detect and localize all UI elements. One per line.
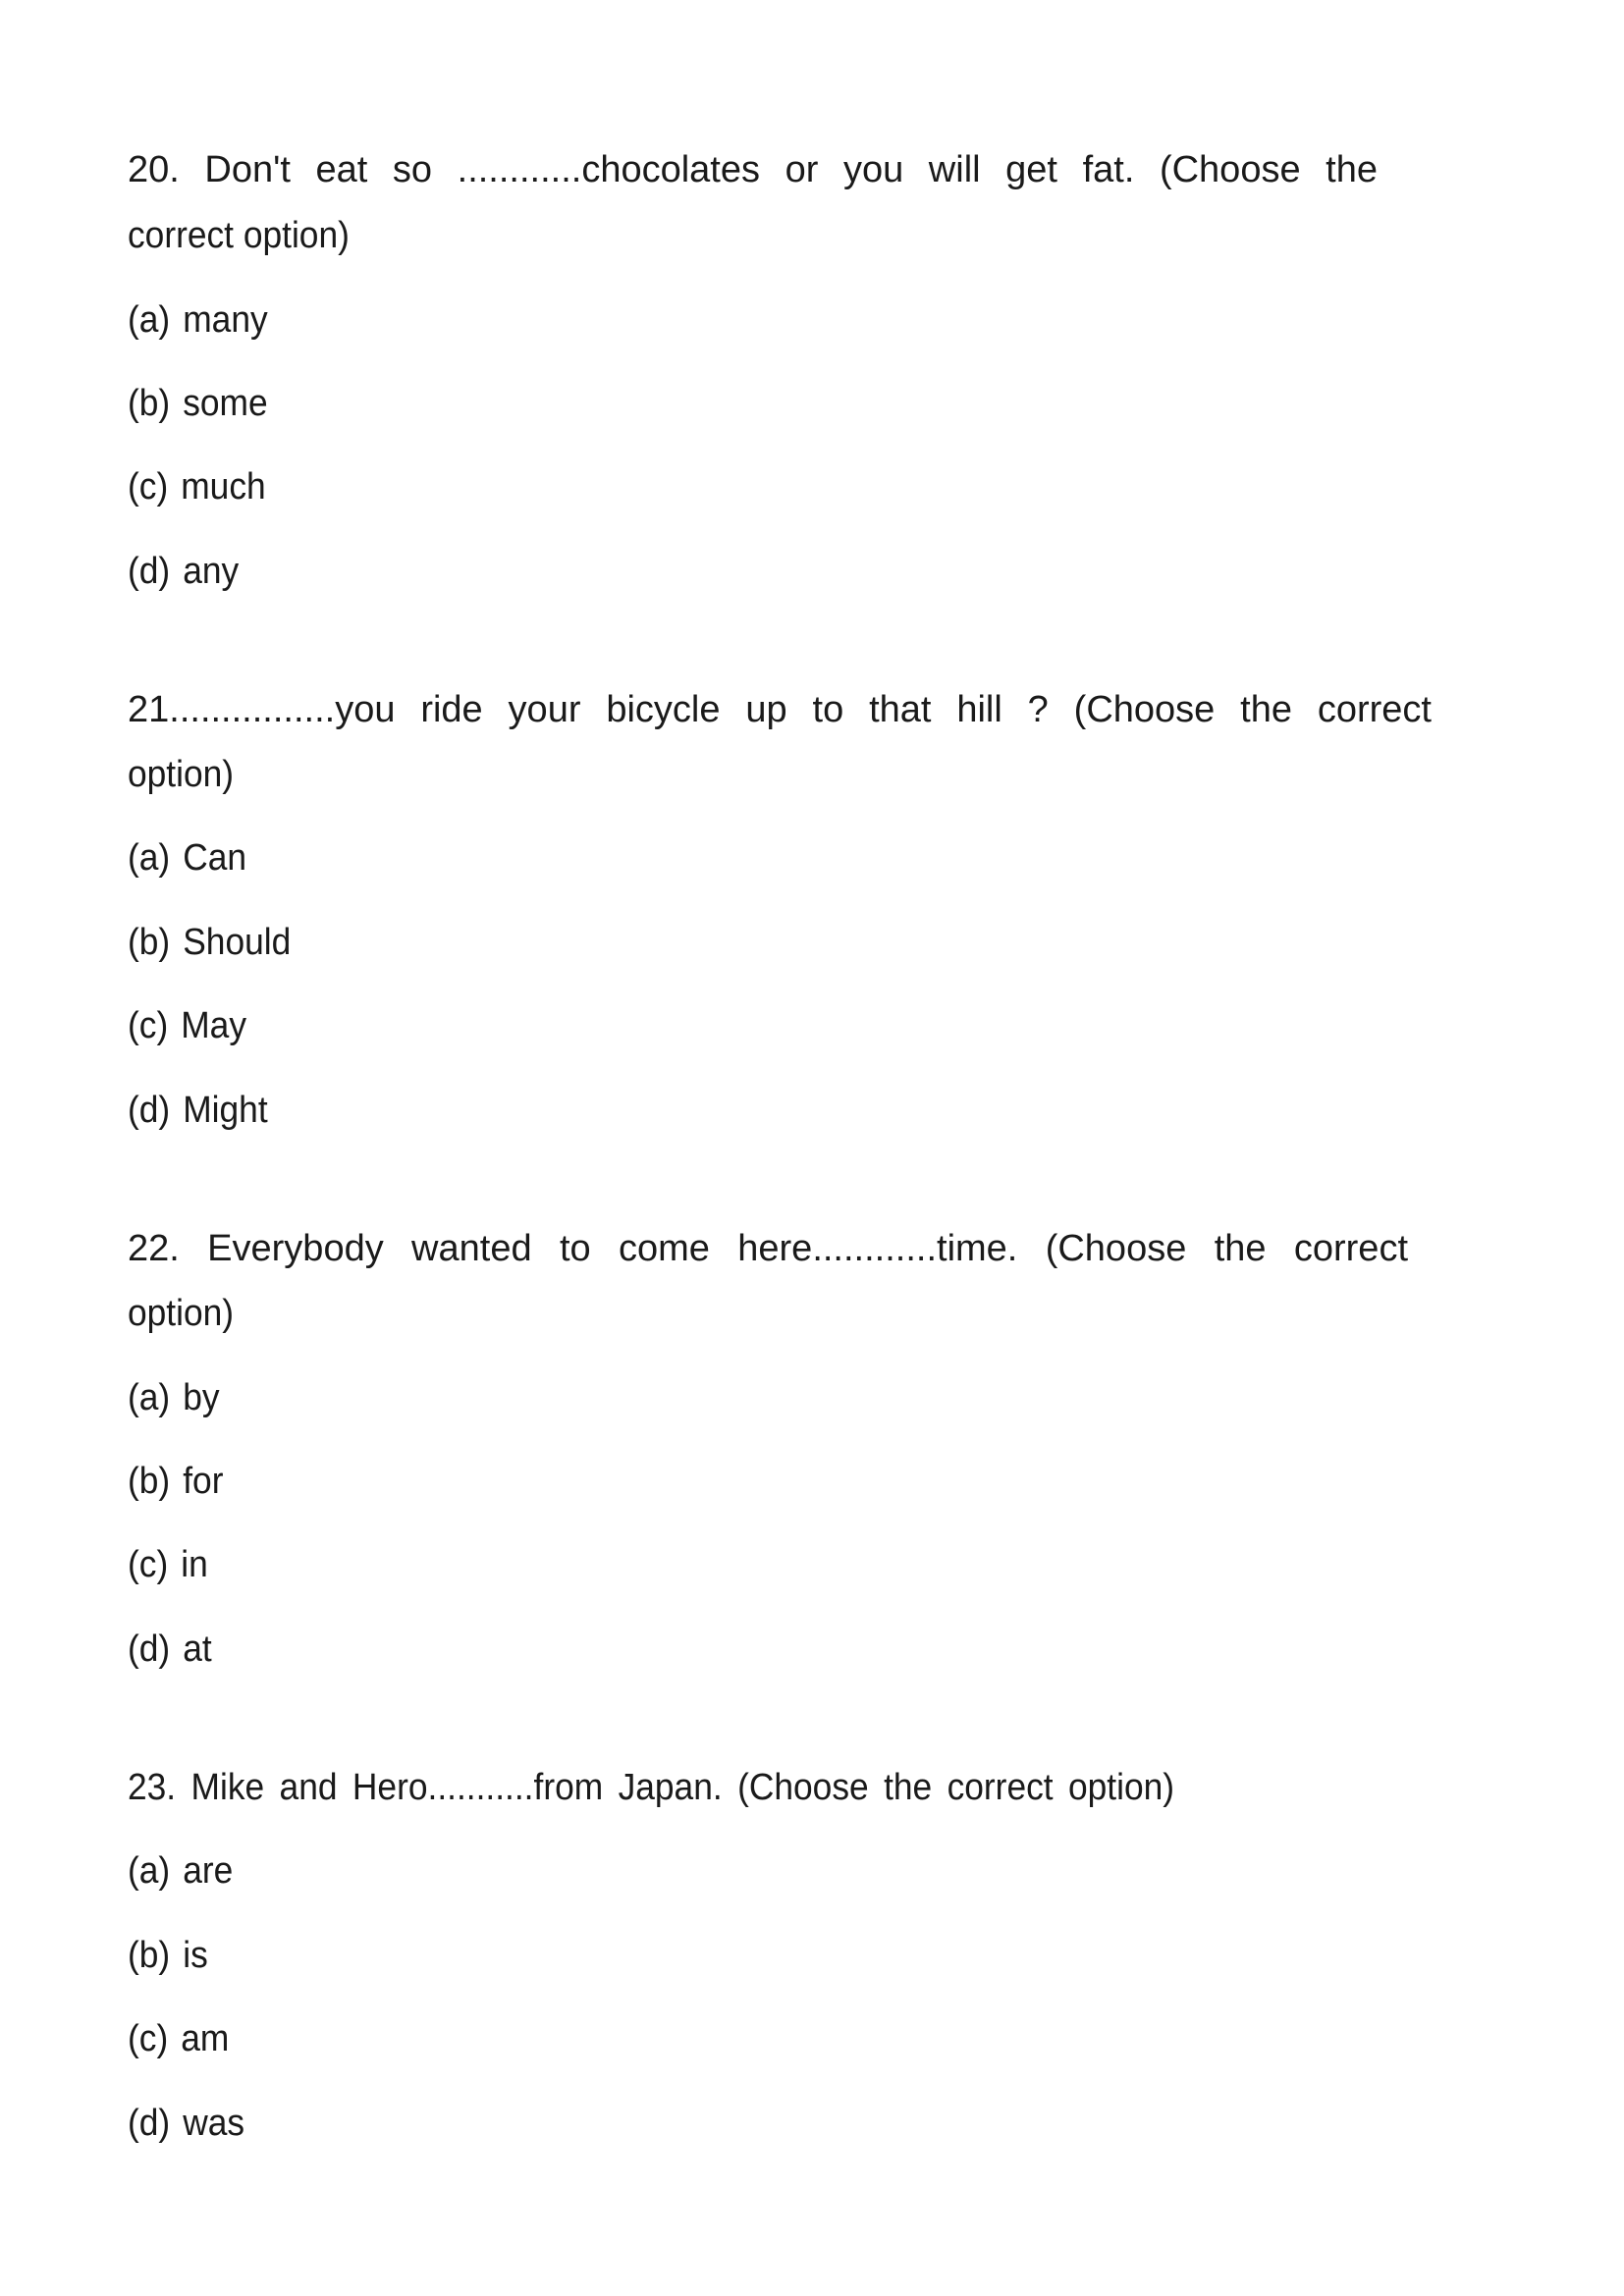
question-text: option): [128, 1293, 235, 1334]
option-text: in: [181, 1544, 208, 1585]
option-d: [128, 547, 239, 596]
option-d: [128, 1625, 212, 1674]
option-text: by: [183, 1377, 220, 1418]
option-b: [128, 1457, 223, 1506]
option-text: many: [183, 299, 268, 341]
option-label: (a): [128, 299, 171, 341]
option-label: (d): [128, 2103, 171, 2144]
option-label: (a): [128, 1377, 171, 1418]
question-text: 22. Everybody wanted to come here............time. (Choose the correct: [128, 1228, 1408, 1269]
option-text: are: [183, 1850, 234, 1892]
option-text: Might: [183, 1090, 268, 1131]
option-text: was: [183, 2103, 245, 2144]
option-text: is: [183, 1935, 208, 1976]
option-a: [128, 833, 246, 882]
option-text: much: [181, 466, 266, 507]
question-text: correct option): [128, 215, 350, 256]
option-a: [128, 1373, 220, 1422]
option-text: for: [183, 1461, 224, 1502]
option-d: [128, 1086, 268, 1135]
option-text: am: [181, 2018, 230, 2059]
option-b: [128, 1931, 208, 1980]
question-text: option): [128, 754, 235, 795]
option-label: (c): [128, 1544, 169, 1585]
option-label: (b): [128, 922, 171, 963]
option-text: some: [183, 383, 268, 424]
option-label: (c): [128, 1005, 169, 1046]
option-label: (b): [128, 383, 171, 424]
option-text: Should: [183, 922, 292, 963]
option-d: [128, 2099, 244, 2148]
option-b: [128, 379, 268, 428]
option-label: (d): [128, 1090, 171, 1131]
option-c: [128, 1540, 208, 1589]
option-label: (c): [128, 466, 169, 507]
option-label: (b): [128, 1461, 171, 1502]
option-label: (d): [128, 551, 171, 592]
option-text: May: [181, 1005, 247, 1046]
option-a: [128, 295, 268, 345]
option-label: (a): [128, 837, 171, 879]
question-text: 20. Don't eat so ............chocolates or you will get fat. (Choose the: [128, 149, 1378, 190]
question-text: 23. Mike and Hero...........from Japan. (Choose the correct option): [128, 1767, 1175, 1808]
option-c: [128, 2014, 229, 2063]
question-text: 21................you ride your bicycle up to that hill ? (Choose the correct: [128, 689, 1432, 730]
option-c: [128, 1001, 246, 1050]
option-text: Can: [183, 837, 247, 879]
option-text: any: [183, 551, 240, 592]
option-label: (a): [128, 1850, 171, 1892]
option-b: [128, 918, 291, 967]
option-label: (c): [128, 2018, 169, 2059]
option-text: at: [183, 1629, 212, 1670]
option-c: [128, 462, 266, 511]
option-a: [128, 1846, 233, 1896]
option-label: (d): [128, 1629, 171, 1670]
option-label: (b): [128, 1935, 171, 1976]
